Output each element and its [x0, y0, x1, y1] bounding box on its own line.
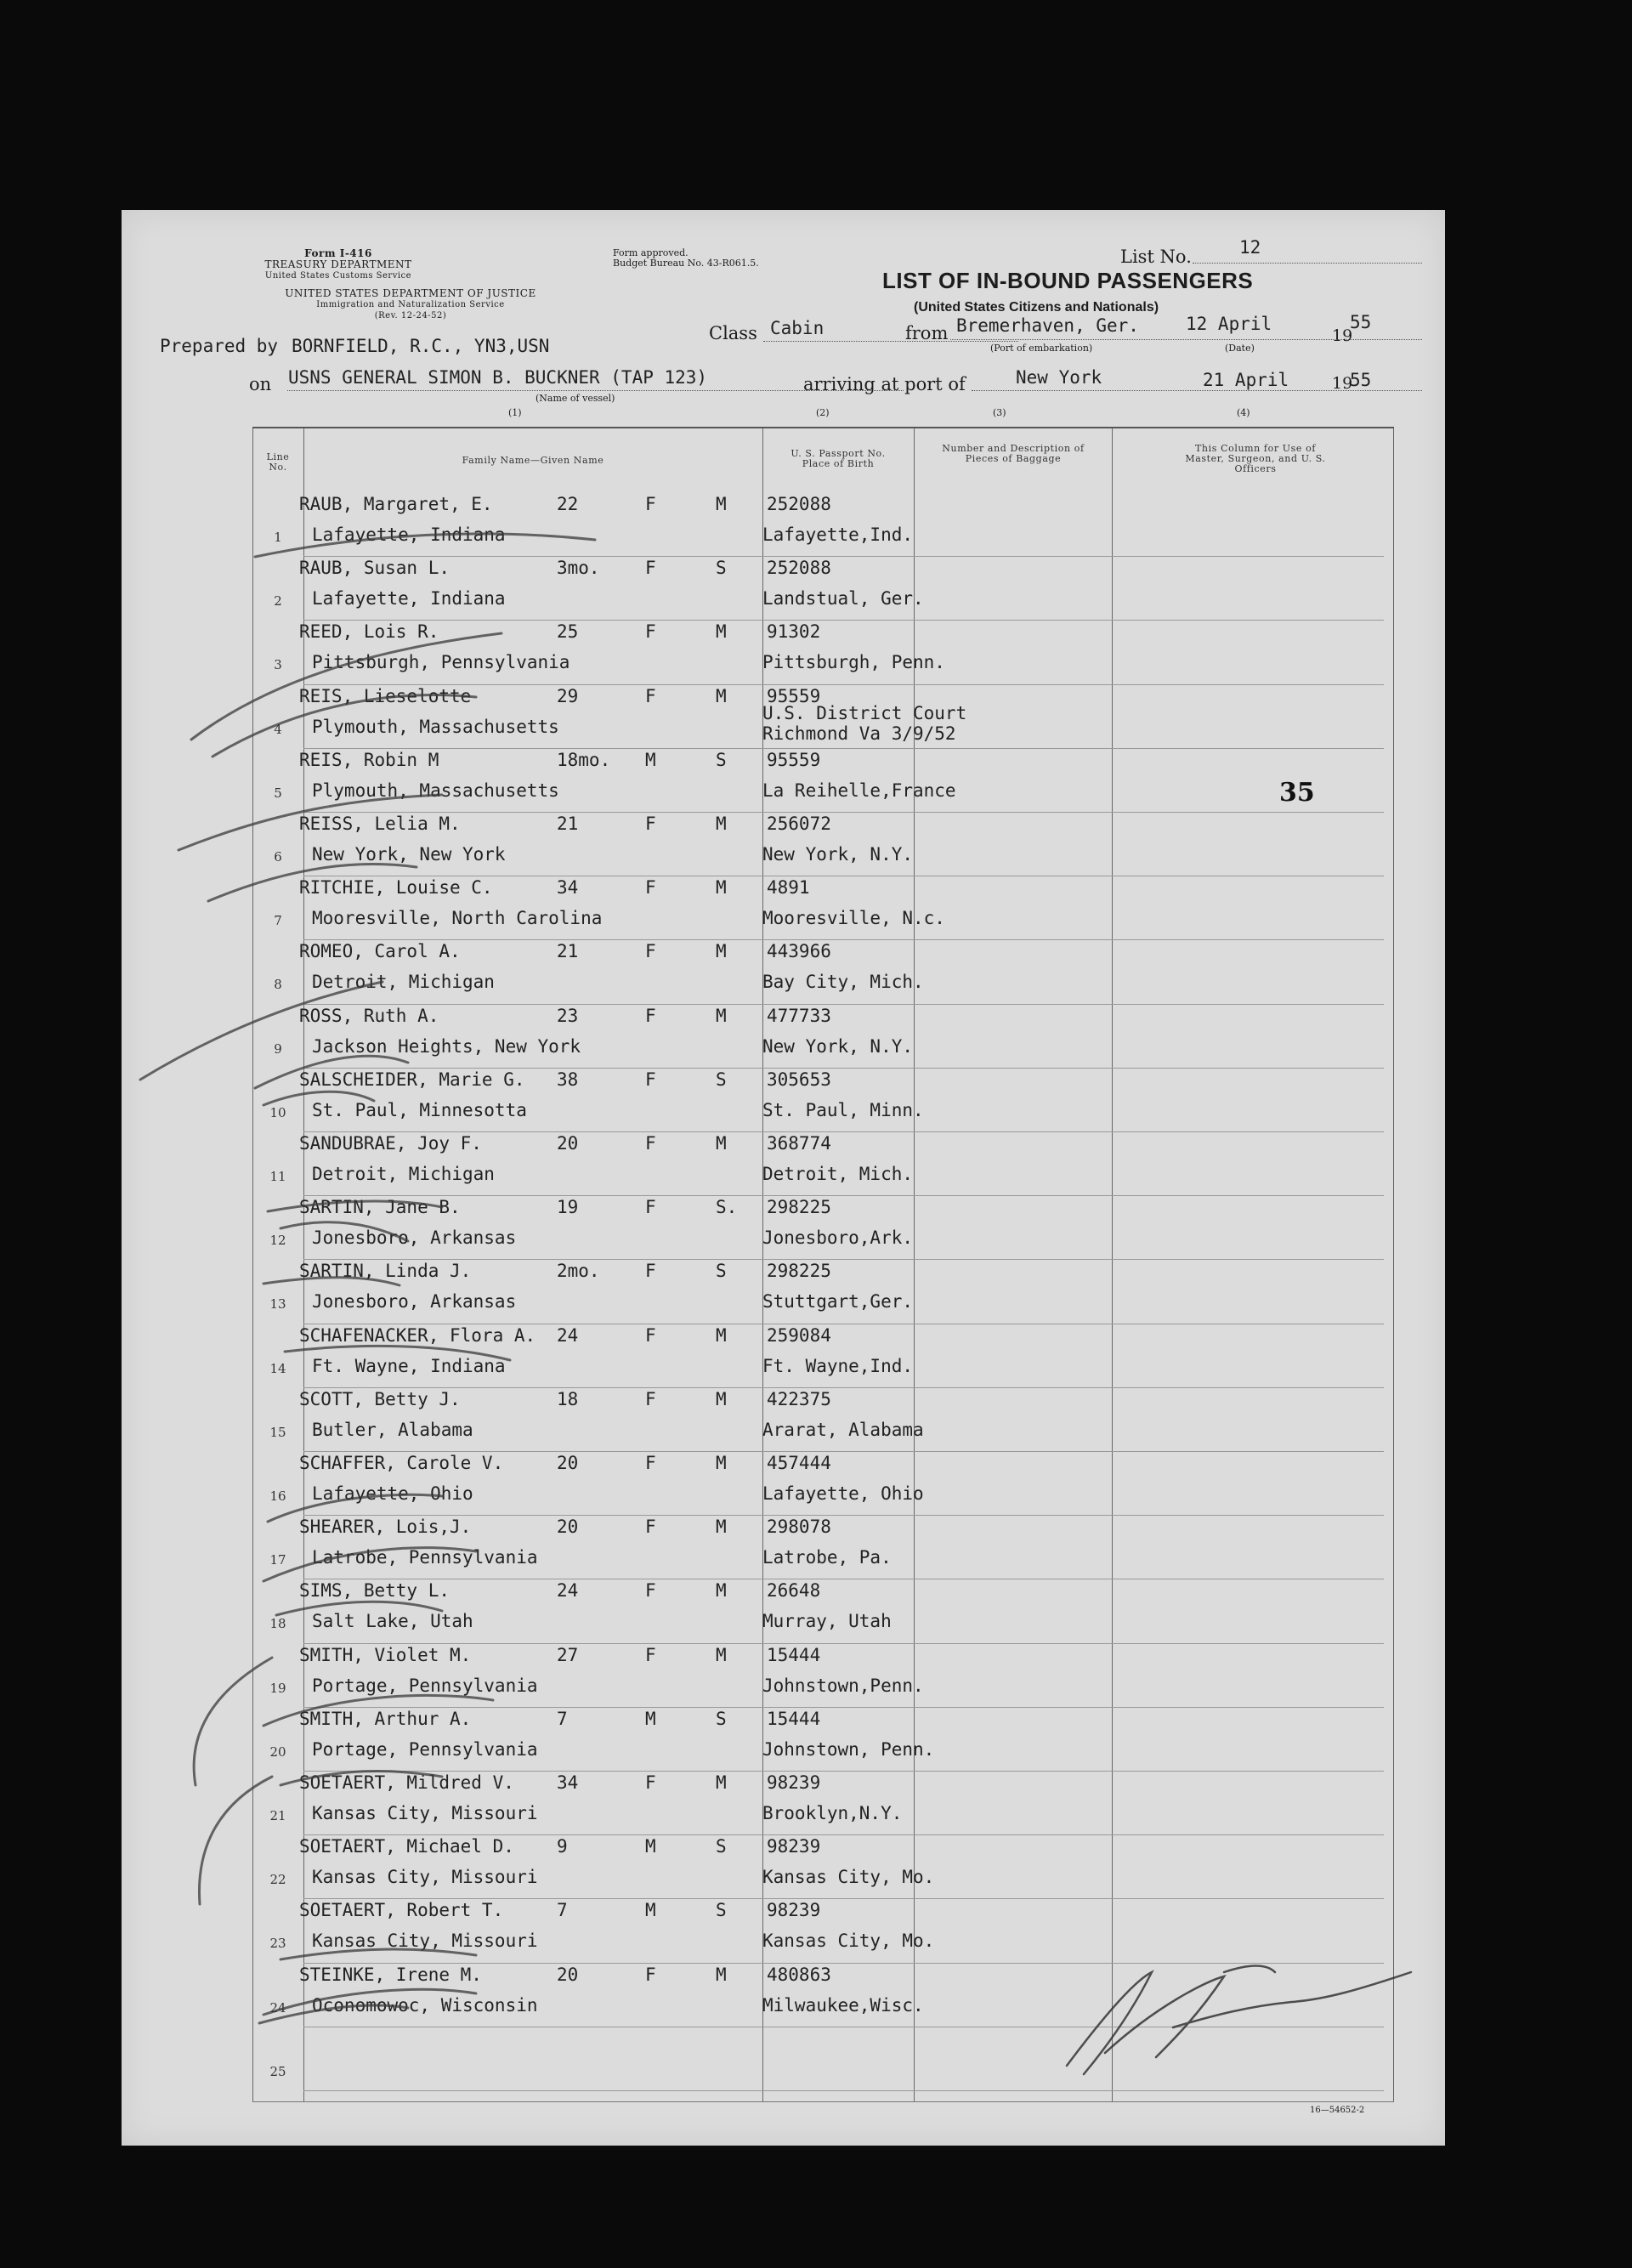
passenger-marital-status: M: [716, 1133, 727, 1154]
passenger-age: 7: [557, 1900, 568, 1921]
passenger-marital-status: M: [716, 1772, 727, 1793]
on-label: on: [249, 374, 272, 394]
passenger-sex: F: [645, 814, 656, 834]
header-passport: U. S. Passport No. Place of Birth: [790, 448, 886, 469]
line-number: 10: [269, 1104, 286, 1120]
place-of-birth: Brooklyn,N.Y.: [762, 1803, 903, 1823]
port-caption: (Port of embarkation): [990, 343, 1093, 354]
date-caption: (Date): [1225, 343, 1255, 354]
passenger-residence: Lafayette, Indiana: [312, 524, 506, 545]
passport-number: 15444: [767, 1708, 821, 1729]
passport-number: 26648: [767, 1580, 821, 1602]
form-approved: [613, 248, 759, 269]
passenger-name: REIS, Lieselotte: [299, 685, 472, 706]
passenger-residence: Detroit, Michigan: [312, 1164, 495, 1184]
header-name: Family Name—Given Name: [462, 455, 604, 466]
table-row: [252, 1963, 1394, 2027]
passport-number: 4891: [767, 877, 810, 899]
passenger-marital-status: M: [716, 1005, 727, 1026]
line-number: 19: [269, 1680, 286, 1696]
passenger-name: SOETAERT, Mildred V.: [299, 1772, 514, 1793]
row-divider: [303, 2090, 1384, 2091]
arrival-date: 21 April: [1203, 370, 1289, 390]
passenger-residence: Salt Lake, Utah: [312, 1611, 473, 1632]
passenger-name: SMITH, Violet M.: [299, 1644, 472, 1665]
line-number: 7: [274, 913, 282, 929]
table-row: [252, 1643, 1394, 1707]
line-number: 25: [269, 2063, 286, 2079]
table-row: [252, 556, 1394, 620]
passenger-residence: Jackson Heights, New York: [312, 1035, 581, 1057]
table-row: [252, 684, 1394, 748]
passenger-residence: New York, New York: [312, 844, 506, 865]
passenger-residence: Latrobe, Pennsylvania: [312, 1547, 538, 1568]
line-number: 9: [274, 1040, 282, 1057]
passenger-sex: F: [645, 941, 656, 962]
passenger-marital-status: S: [716, 1261, 727, 1282]
passenger-name: SOETAERT, Robert T.: [299, 1900, 504, 1921]
passenger-marital-status: M: [716, 1580, 727, 1602]
column-number-3: (3): [993, 407, 1006, 418]
customs-service: United States Customs Service: [264, 271, 412, 281]
passport-number: 256072: [767, 814, 831, 834]
birthplace-line-2: Richmond Va 3/9/52: [762, 723, 956, 744]
place-of-birth: Murray, Utah: [762, 1611, 892, 1632]
table-row: [252, 1898, 1394, 1962]
passport-number: 480863: [767, 1964, 831, 1985]
passenger-marital-status: M: [716, 1324, 727, 1346]
passenger-name: SCHAFENACKER, Flora A.: [299, 1324, 536, 1346]
passenger-age: 22: [557, 494, 579, 514]
class-value: Cabin: [770, 318, 824, 338]
from-year: 55: [1350, 312, 1372, 332]
place-of-birth: Ararat, Alabama: [762, 1419, 924, 1440]
list-no-label: List No.: [1120, 247, 1192, 267]
table-row: [252, 1771, 1394, 1834]
passenger-sex: F: [645, 1644, 656, 1665]
passenger-sex: M: [645, 1708, 656, 1729]
passenger-residence: Plymouth, Massachusetts: [312, 716, 559, 737]
passenger-sex: F: [645, 1453, 656, 1473]
passenger-marital-status: S: [716, 1069, 727, 1090]
passenger-sex: F: [645, 1964, 656, 1985]
passenger-residence: Butler, Alabama: [312, 1419, 473, 1440]
passport-number: 252088: [767, 558, 831, 579]
from-date: 12 April: [1186, 314, 1272, 334]
passenger-sex: F: [645, 1580, 656, 1602]
passenger-marital-status: M: [716, 877, 727, 899]
place-of-birth: Lafayette,Ind.: [762, 524, 914, 545]
line-number: 16: [269, 1488, 286, 1504]
line-number: 24: [269, 1999, 286, 2016]
table-row: [252, 1195, 1394, 1259]
passenger-age: 21: [557, 814, 579, 834]
table-row: [252, 620, 1394, 683]
place-of-birth: Detroit, Mich.: [762, 1164, 914, 1184]
passenger-residence: Lafayette, Ohio: [312, 1483, 473, 1504]
passenger-residence: Kansas City, Missouri: [312, 1803, 538, 1823]
passenger-sex: M: [645, 1900, 656, 1921]
passenger-residence: Oconomowoc, Wisconsin: [312, 1994, 538, 2016]
passenger-age: 2mo.: [557, 1261, 600, 1282]
passport-number: 252088: [767, 494, 831, 514]
passenger-sex: F: [645, 1388, 656, 1409]
passenger-name: REISS, Lelia M.: [299, 814, 461, 834]
passenger-residence: Pittsburgh, Pennsylvania: [312, 652, 570, 673]
margin-number: 35: [1279, 778, 1315, 808]
passenger-sex: F: [645, 1197, 656, 1218]
passenger-name: SARTIN, Jane B.: [299, 1197, 461, 1218]
from-label: from: [905, 323, 949, 343]
passenger-marital-status: M: [716, 1388, 727, 1409]
passport-number: 15444: [767, 1644, 821, 1665]
passenger-name: SHEARER, Lois,J.: [299, 1517, 472, 1538]
passenger-sex: F: [645, 877, 656, 899]
passport-number: 457444: [767, 1453, 831, 1473]
table-row: [252, 1004, 1394, 1068]
passenger-sex: F: [645, 1517, 656, 1538]
header-line-no: Line No.: [266, 451, 290, 473]
place-of-birth: Milwaukee,Wisc.: [762, 1994, 924, 2016]
line-number: 11: [269, 1169, 286, 1184]
line-number: 4: [274, 721, 282, 737]
passenger-marital-status: M: [716, 685, 727, 706]
line-number: 22: [269, 1872, 286, 1888]
passenger-sex: F: [645, 494, 656, 514]
budget-text: Budget Bureau No. 43-R061.5.: [613, 258, 759, 269]
passport-number: 259084: [767, 1324, 831, 1346]
passenger-age: 18mo.: [557, 749, 611, 770]
passenger-sex: F: [645, 621, 656, 643]
footer-code: 16—54652-2: [1310, 2106, 1365, 2115]
passport-number: 477733: [767, 1005, 831, 1026]
passenger-residence: Plymouth, Massachusetts: [312, 780, 559, 801]
table-row: [252, 1515, 1394, 1579]
place-of-birth: Jonesboro,Ark.: [762, 1228, 914, 1249]
passenger-sex: F: [645, 685, 656, 706]
page-subtitle: (United States Citizens and Nationals): [914, 300, 1159, 315]
line-number: 18: [269, 1616, 286, 1632]
passenger-name: REED, Lois R.: [299, 621, 439, 643]
place-of-birth: New York, N.Y.: [762, 1035, 914, 1057]
passenger-age: 23: [557, 1005, 579, 1026]
passenger-age: 20: [557, 1453, 579, 1473]
class-label: Class: [709, 323, 757, 343]
passenger-age: 20: [557, 1517, 579, 1538]
passport-number: 298225: [767, 1197, 831, 1218]
place-of-birth: Latrobe, Pa.: [762, 1547, 892, 1568]
passenger-marital-status: M: [716, 814, 727, 834]
passenger-age: 9: [557, 1836, 568, 1857]
passenger-age: 19: [557, 1197, 579, 1218]
passenger-name: ROSS, Ruth A.: [299, 1005, 439, 1026]
passenger-marital-status: M: [716, 621, 727, 643]
table-row: [252, 1451, 1394, 1515]
passenger-residence: Lafayette, Indiana: [312, 588, 506, 610]
passenger-residence: Jonesboro, Arkansas: [312, 1291, 517, 1313]
approved-text: Form approved.: [613, 247, 688, 258]
passenger-sex: M: [645, 749, 656, 770]
birthplace-line-1: U.S. District Court: [762, 702, 967, 723]
passenger-sex: F: [645, 1005, 656, 1026]
line-number: 3: [274, 657, 282, 673]
passenger-residence: Kansas City, Missouri: [312, 1867, 538, 1888]
passport-number: 305653: [767, 1069, 831, 1090]
passenger-sex: M: [645, 1836, 656, 1857]
header-baggage: Number and Description of Pieces of Baggage: [942, 443, 1085, 464]
vessel-caption: (Name of vessel): [536, 393, 615, 404]
vessel-name: USNS GENERAL SIMON B. BUCKNER (TAP 123): [288, 367, 708, 388]
passport-number: 91302: [767, 621, 821, 643]
table-row: [252, 2027, 1394, 2090]
passenger-sex: F: [645, 558, 656, 579]
place-of-birth: Lafayette, Ohio: [762, 1483, 924, 1504]
line-number: 8: [274, 977, 282, 993]
passport-number: 95559: [767, 685, 821, 706]
table-row: [252, 1579, 1394, 1642]
table-row: [252, 939, 1394, 1003]
place-of-birth: Mooresville, N.c.: [762, 908, 945, 929]
passenger-age: 24: [557, 1580, 579, 1602]
line-number: 23: [269, 1936, 286, 1952]
passenger-marital-status: M: [716, 1517, 727, 1538]
passenger-residence: Kansas City, Missouri: [312, 1931, 538, 1952]
line-number: 5: [274, 785, 282, 801]
place-of-birth: Stuttgart,Ger.: [762, 1291, 914, 1313]
table-row: [252, 492, 1394, 556]
place-of-birth: La Reihelle,France: [762, 780, 956, 801]
passport-number: 443966: [767, 941, 831, 962]
passenger-age: 20: [557, 1964, 579, 1985]
place-of-birth: Pittsburgh, Penn.: [762, 652, 945, 673]
passenger-age: 18: [557, 1388, 579, 1409]
passenger-table: [252, 427, 1394, 2102]
column-number-1: (1): [508, 407, 522, 418]
place-of-birth: Johnstown,Penn.: [762, 1675, 924, 1696]
passenger-name: SARTIN, Linda J.: [299, 1261, 472, 1282]
passport-number: 98239: [767, 1836, 821, 1857]
passenger-name: REIS, Robin M: [299, 749, 439, 770]
passenger-name: SIMS, Betty L.: [299, 1580, 450, 1602]
treasury-dept: TREASURY DEPARTMENT: [264, 258, 412, 270]
passenger-sex: F: [645, 1772, 656, 1793]
table-row: [252, 1387, 1394, 1451]
prepared-by-label: Prepared by: [160, 336, 279, 356]
place-of-birth: Kansas City, Mo.: [762, 1931, 935, 1952]
passport-number: 95559: [767, 749, 821, 770]
passenger-name: SMITH, Arthur A.: [299, 1708, 472, 1729]
passenger-residence: Mooresville, North Carolina: [312, 908, 603, 929]
passenger-age: 29: [557, 685, 579, 706]
passport-number: 98239: [767, 1772, 821, 1793]
passenger-name: SCHAFFER, Carole V.: [299, 1453, 504, 1473]
arrival-year: 55: [1350, 370, 1372, 390]
passenger-residence: St. Paul, Minnesotta: [312, 1099, 527, 1120]
passenger-residence: Portage, Pennsylvania: [312, 1738, 538, 1760]
passenger-name: ROMEO, Carol A.: [299, 941, 461, 962]
passenger-marital-status: M: [716, 1453, 727, 1473]
passport-number: 98239: [767, 1900, 821, 1921]
table-row: [252, 1834, 1394, 1898]
passenger-name: RAUB, Susan L.: [299, 558, 450, 579]
place-of-birth: New York, N.Y.: [762, 844, 914, 865]
passport-number: 368774: [767, 1133, 831, 1154]
line-number: 15: [269, 1424, 286, 1440]
column-number-2: (2): [816, 407, 830, 418]
place-of-birth: Landstual, Ger.: [762, 588, 924, 610]
column-number-4: (4): [1237, 407, 1250, 418]
table-row: [252, 1259, 1394, 1323]
list-no-value: 12: [1239, 237, 1261, 258]
justice-dept: UNITED STATES DEPARTMENT OF JUSTICE: [285, 287, 536, 299]
table-row: [252, 812, 1394, 876]
passenger-age: 20: [557, 1133, 579, 1154]
table-row: [252, 748, 1394, 812]
passenger-sex: F: [645, 1133, 656, 1154]
passenger-age: 21: [557, 941, 579, 962]
from-year-prefix: 19: [1332, 326, 1353, 345]
passenger-marital-status: S: [716, 558, 727, 579]
place-of-birth: Kansas City, Mo.: [762, 1867, 935, 1888]
passenger-marital-status: S: [716, 1836, 727, 1857]
passenger-sex: F: [645, 1261, 656, 1282]
passenger-name: STEINKE, Irene M.: [299, 1964, 482, 1985]
form-number: Form I-416: [304, 247, 372, 259]
table-row: [252, 876, 1394, 939]
passport-number: 298225: [767, 1261, 831, 1282]
agency-block: [232, 248, 445, 281]
passenger-age: 24: [557, 1324, 579, 1346]
passenger-name: SCOTT, Betty J.: [299, 1388, 461, 1409]
passenger-name: SALSCHEIDER, Marie G.: [299, 1069, 525, 1090]
page-title: LIST OF IN-BOUND PASSENGERS: [882, 268, 1254, 293]
passenger-age: 27: [557, 1644, 579, 1665]
passenger-marital-status: M: [716, 1964, 727, 1985]
passenger-sex: F: [645, 1069, 656, 1090]
place-of-birth: St. Paul, Minn.: [762, 1099, 924, 1120]
passenger-name: SANDUBRAE, Joy F.: [299, 1133, 482, 1154]
passenger-age: 38: [557, 1069, 579, 1090]
passenger-marital-status: S.: [716, 1197, 738, 1218]
passport-number: 422375: [767, 1388, 831, 1409]
arrival-port: New York: [1016, 367, 1102, 388]
revision: (Rev. 12-24-52): [374, 311, 447, 320]
from-value: Bremerhaven, Ger.: [956, 315, 1139, 336]
ins-service: Immigration and Naturalization Service: [316, 300, 505, 309]
table-row: [252, 1131, 1394, 1195]
line-number: 21: [269, 1808, 286, 1823]
passenger-marital-status: M: [716, 1644, 727, 1665]
passenger-name: RITCHIE, Louise C.: [299, 877, 493, 899]
passenger-residence: Detroit, Michigan: [312, 972, 495, 993]
line-number: 14: [269, 1360, 286, 1376]
place-of-birth: Johnstown, Penn.: [762, 1738, 935, 1760]
passenger-marital-status: S: [716, 1900, 727, 1921]
passenger-marital-status: S: [716, 749, 727, 770]
passenger-marital-status: M: [716, 494, 727, 514]
passenger-name: SOETAERT, Michael D.: [299, 1836, 514, 1857]
prepared-by-value: BORNFIELD, R.C., YN3,USN: [292, 336, 550, 356]
passenger-age: 34: [557, 877, 579, 899]
line-number: 12: [269, 1233, 286, 1249]
line-number: 17: [269, 1552, 286, 1568]
passport-number: 298078: [767, 1517, 831, 1538]
justice-block: [241, 288, 581, 321]
passenger-residence: Ft. Wayne, Indiana: [312, 1355, 506, 1376]
place-of-birth: Ft. Wayne,Ind.: [762, 1355, 914, 1376]
passenger-residence: Portage, Pennsylvania: [312, 1675, 538, 1696]
table-row: [252, 1324, 1394, 1387]
passenger-residence: Jonesboro, Arkansas: [312, 1228, 517, 1249]
line-number: 1: [274, 530, 282, 545]
line-number: 20: [269, 1744, 286, 1760]
passenger-age: 25: [557, 621, 579, 643]
place-of-birth: Bay City, Mich.: [762, 972, 924, 993]
passenger-age: 34: [557, 1772, 579, 1793]
header-officers: This Column for Use of Master, Surgeon, and U. S. Officers: [1185, 443, 1326, 474]
line-number: 6: [274, 849, 282, 865]
arriving-label: arriving at port of: [803, 374, 966, 394]
table-row: [252, 1068, 1394, 1131]
passenger-marital-status: M: [716, 941, 727, 962]
passenger-age: 7: [557, 1708, 568, 1729]
arrival-year-prefix: 19: [1332, 374, 1353, 393]
passenger-marital-status: S: [716, 1708, 727, 1729]
table-row: [252, 1707, 1394, 1771]
line-number: 2: [274, 593, 282, 610]
passenger-sex: F: [645, 1324, 656, 1346]
passenger-name: RAUB, Margaret, E.: [299, 494, 493, 514]
line-number: 13: [269, 1296, 286, 1313]
passenger-age: 3mo.: [557, 558, 600, 579]
